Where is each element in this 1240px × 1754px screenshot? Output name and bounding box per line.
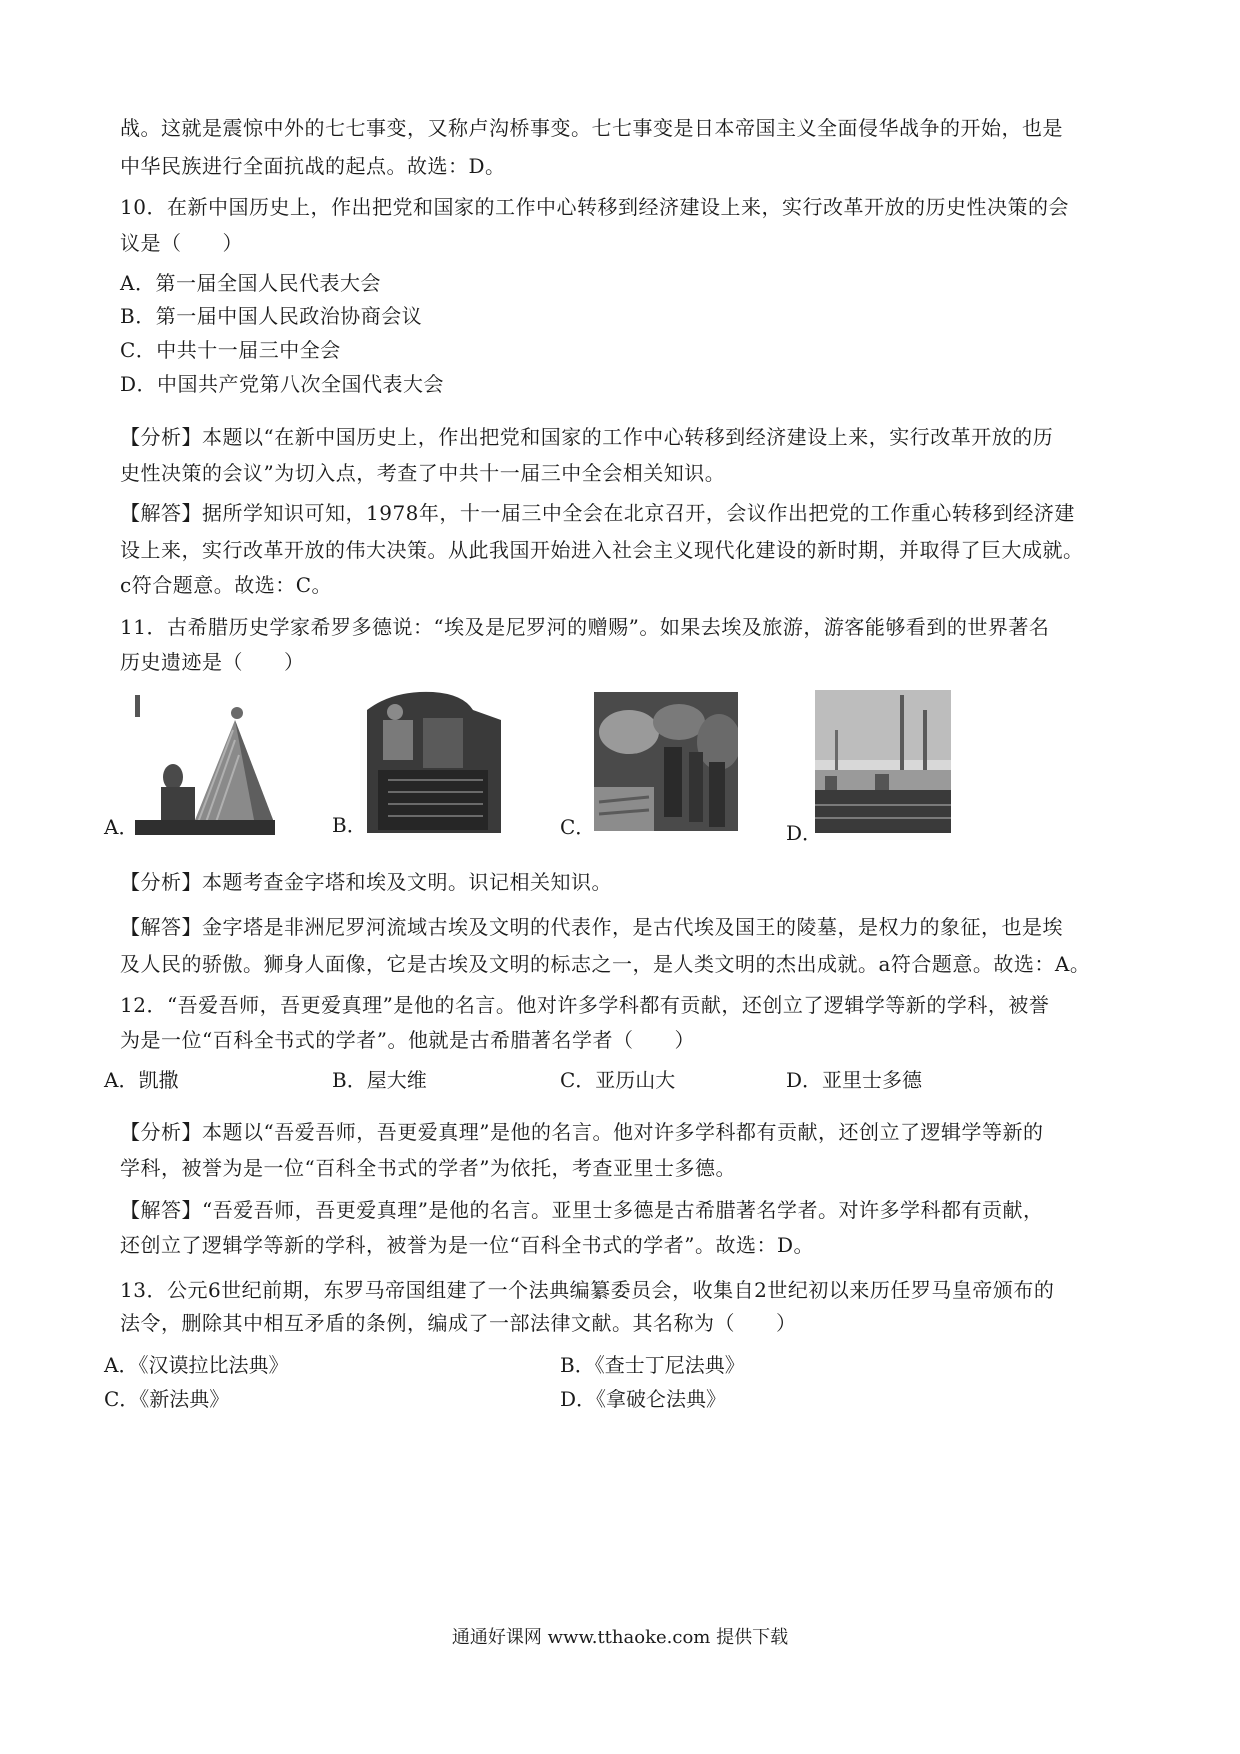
question-12-option-a: A．凯撒 xyxy=(104,1068,179,1092)
question-10-option-d: D．中国共产党第八次全国代表大会 xyxy=(120,372,445,396)
question-13-stem: 法令，删除其中相互矛盾的条例，编成了一部法律文献。其名称为（ ） xyxy=(120,1311,797,1335)
question-12-stem: 12．“吾爱吾师，吾更爱真理”是他的名言。他对许多学科都有贡献，还创立了逻辑学等新的学科，被誉 xyxy=(120,993,1050,1017)
city-skyline-image xyxy=(815,690,951,833)
question-11-label-d: D． xyxy=(786,821,823,845)
question-13-option-c: C．《新法典》 xyxy=(104,1387,230,1411)
question-10-option-a: A．第一届全国人民代表大会 xyxy=(120,271,381,295)
question-13-option-d: D．《拿破仑法典》 xyxy=(560,1387,727,1411)
text-line: 中华民族进行全面抗战的起点。故选：D。 xyxy=(120,154,506,178)
question-12-stem: 为是一位“百科全书式的学者”。他就是古希腊著名学者（ ） xyxy=(120,1028,695,1052)
question-12-option-c: C．亚历山大 xyxy=(560,1068,676,1092)
rock-carving-image xyxy=(594,692,738,831)
question-12-option-d: D．亚里士多德 xyxy=(786,1068,923,1092)
question-11-label-c: C． xyxy=(560,815,596,839)
analysis-10: 史性决策的会议”为切入点，考查了中共十一届三中全会相关知识。 xyxy=(120,461,726,485)
analysis-12: 【分析】本题以“吾爱吾师，吾更爱真理”是他的名言。他对许多学科都有贡献，还创立了逻辑学等新的 xyxy=(120,1120,1044,1144)
answer-11: 【解答】金字塔是非洲尼罗河流域古埃及文明的代表作，是古代埃及国王的陵墓，是权力的象征，也是埃 xyxy=(120,915,1063,939)
question-10-option-c: C．中共十一届三中全会 xyxy=(120,338,341,362)
question-10-stem: 议是（ ） xyxy=(120,231,243,255)
answer-12: 还创立了逻辑学等新的学科，被誉为是一位“百科全书式的学者”。故选：D。 xyxy=(120,1233,814,1257)
question-13-stem: 13．公元6世纪前期，东罗马帝国组建了一个法典编纂委员会，收集自2世纪初以来历任罗马皇帝颁布的 xyxy=(120,1278,1055,1302)
question-11-stem: 历史遗迹是（ ） xyxy=(120,650,305,674)
pyramid-sphinx-image xyxy=(135,695,275,835)
answer-10: 【解答】据所学知识可知，1978年，十一届三中全会在北京召开，会议作出把党的工作重心转移到经济建 xyxy=(120,501,1075,525)
question-11-label-b: B． xyxy=(332,813,367,837)
question-10-stem: 10．在新中国历史上，作出把党和国家的工作中心转移到经济建设上来，实行改革开放的历史性决策的会 xyxy=(120,195,1069,219)
analysis-12: 学科，被誉为是一位“百科全书式的学者”为依托，考查亚里士多德。 xyxy=(120,1156,736,1180)
page-footer: 通通好课网 www.tthaoke.com 提供下载 xyxy=(451,1627,789,1648)
question-11-stem: 11．古希腊历史学家希罗多德说：“埃及是尼罗河的赠赐”。如果去埃及旅游，游客能够看到的世界著名 xyxy=(120,615,1050,639)
analysis-11: 【分析】本题考查金字塔和埃及文明。识记相关知识。 xyxy=(120,870,612,894)
answer-10: 设上来，实行改革开放的伟大决策。从此我国开始进入社会主义现代化建设的新时期，并取得了巨大成就。 xyxy=(120,538,1084,562)
answer-11: 及人民的骄傲。狮身人面像，它是古埃及文明的标志之一，是人类文明的杰出成就。a符合题意。故选：A。 xyxy=(120,952,1091,976)
answer-12: 【解答】“吾爱吾师，吾更爱真理”是他的名言。亚里士多德是古希腊著名学者。对许多学科都有贡献， xyxy=(120,1198,1044,1222)
text-line: 战。这就是震惊中外的七七事变，又称卢沟桥事变。七七事变是日本帝国主义全面侵华战争的开始，也是 xyxy=(120,116,1063,140)
answer-10: c符合题意。故选：C。 xyxy=(120,573,333,597)
question-11-label-a: A． xyxy=(104,815,139,839)
question-12-option-b: B．屋大维 xyxy=(332,1068,427,1092)
analysis-10: 【分析】本题以“在新中国历史上，作出把党和国家的工作中心转移到经济建设上来，实行改革开放的历 xyxy=(120,425,1054,449)
question-13-option-a: A．《汉谟拉比法典》 xyxy=(104,1353,289,1377)
stele-relief-image xyxy=(363,690,501,833)
question-10-option-b: B．第一届中国人民政治协商会议 xyxy=(120,304,423,328)
question-13-option-b: B．《查士丁尼法典》 xyxy=(560,1353,745,1377)
